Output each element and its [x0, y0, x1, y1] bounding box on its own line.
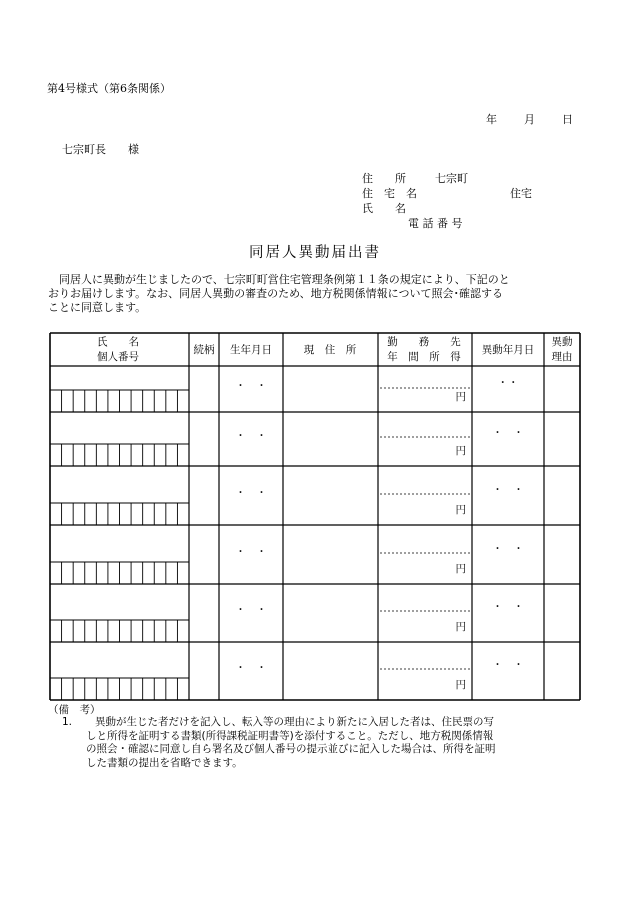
header-change-date: 異動年月日 — [481, 344, 535, 356]
body-line: 同居人に異動が生じましたので、七宗町町営住宅管理条例第１１条の規定により、下記のと — [59, 273, 510, 286]
notes-heading: （備 考） — [48, 704, 101, 716]
birthdate-placeholder: ・ ・ — [235, 380, 267, 392]
change-date-placeholder: ・ ・ — [492, 601, 524, 613]
residence-name-label: 住 宅 名 — [362, 187, 417, 200]
change-date-placeholder: ・ ・ — [492, 659, 524, 671]
addressee: 七宗町長 様 — [62, 143, 139, 156]
birthdate-placeholder: ・ ・ — [235, 487, 267, 499]
birthdate-placeholder: ・ ・ — [235, 662, 267, 674]
phone-label: 電 話 番 号 — [408, 217, 463, 230]
birthdate-placeholder: ・ ・ — [235, 604, 267, 616]
table-header — [97, 335, 573, 363]
header-relation: 続柄 — [193, 344, 215, 356]
address-value: 七宗町 — [435, 172, 468, 185]
header-workplace: 勤 務 先 — [387, 336, 461, 348]
date-year-label: 年 — [486, 113, 497, 126]
income-unit: 円 — [455, 504, 466, 516]
form-number: 第4号様式（第6条関係） — [47, 82, 171, 95]
note-number: 1. — [62, 716, 73, 728]
note-line: の照会・確認に同意し自ら署名及び個人番号の提示並びに記入した場合は、所得を証明 — [86, 743, 496, 755]
note-text — [86, 716, 626, 770]
header-annual-income: 年 間 所 得 — [387, 351, 461, 363]
address-label: 住 所 — [362, 172, 406, 185]
body-line: おりお届けします。なお、同居人異動の審査のため、地方税関係情報について照会･確認する — [48, 287, 503, 300]
date-day-label: 日 — [562, 113, 573, 126]
change-date-placeholder: ・ ・ — [492, 543, 524, 555]
date-month-label: 月 — [524, 113, 535, 126]
birthdate-placeholder: ・ ・ — [235, 546, 267, 558]
change-date-placeholder: ・・ — [497, 377, 519, 389]
header-reason-line1: 異動 — [551, 336, 573, 348]
income-unit: 円 — [455, 679, 466, 691]
note-line: した書類の提出を省略できます。 — [86, 756, 243, 769]
income-unit: 円 — [455, 621, 466, 633]
residence-suffix: 住宅 — [510, 187, 532, 200]
note-line: 異動が生じた者だけを記入し、転入等の理由により新たに入居した者は、住民票の写 — [95, 716, 494, 728]
income-unit: 円 — [455, 445, 466, 457]
note-line: しと所得を証明する書類(所得課税証明書等)を添付すること。ただし、地方税関係情報 — [86, 729, 494, 742]
header-address: 現 住 所 — [303, 344, 357, 356]
header-name: 氏 名 — [97, 336, 139, 348]
change-date-placeholder: ・ ・ — [492, 427, 524, 439]
birthdate-placeholder: ・ ・ — [235, 430, 267, 442]
income-unit: 円 — [455, 563, 466, 575]
header-mynumber: 個人番号 — [97, 351, 139, 363]
income-unit: 円 — [455, 391, 466, 403]
body-line: ことに同意します。 — [48, 301, 147, 314]
change-date-placeholder: ・ ・ — [492, 484, 524, 496]
header-birthdate: 生年月日 — [230, 344, 272, 356]
name-label: 氏 名 — [362, 202, 406, 215]
document-title: 同居人異動届出書 — [249, 245, 381, 261]
header-reason-line2: 理由 — [551, 351, 573, 363]
